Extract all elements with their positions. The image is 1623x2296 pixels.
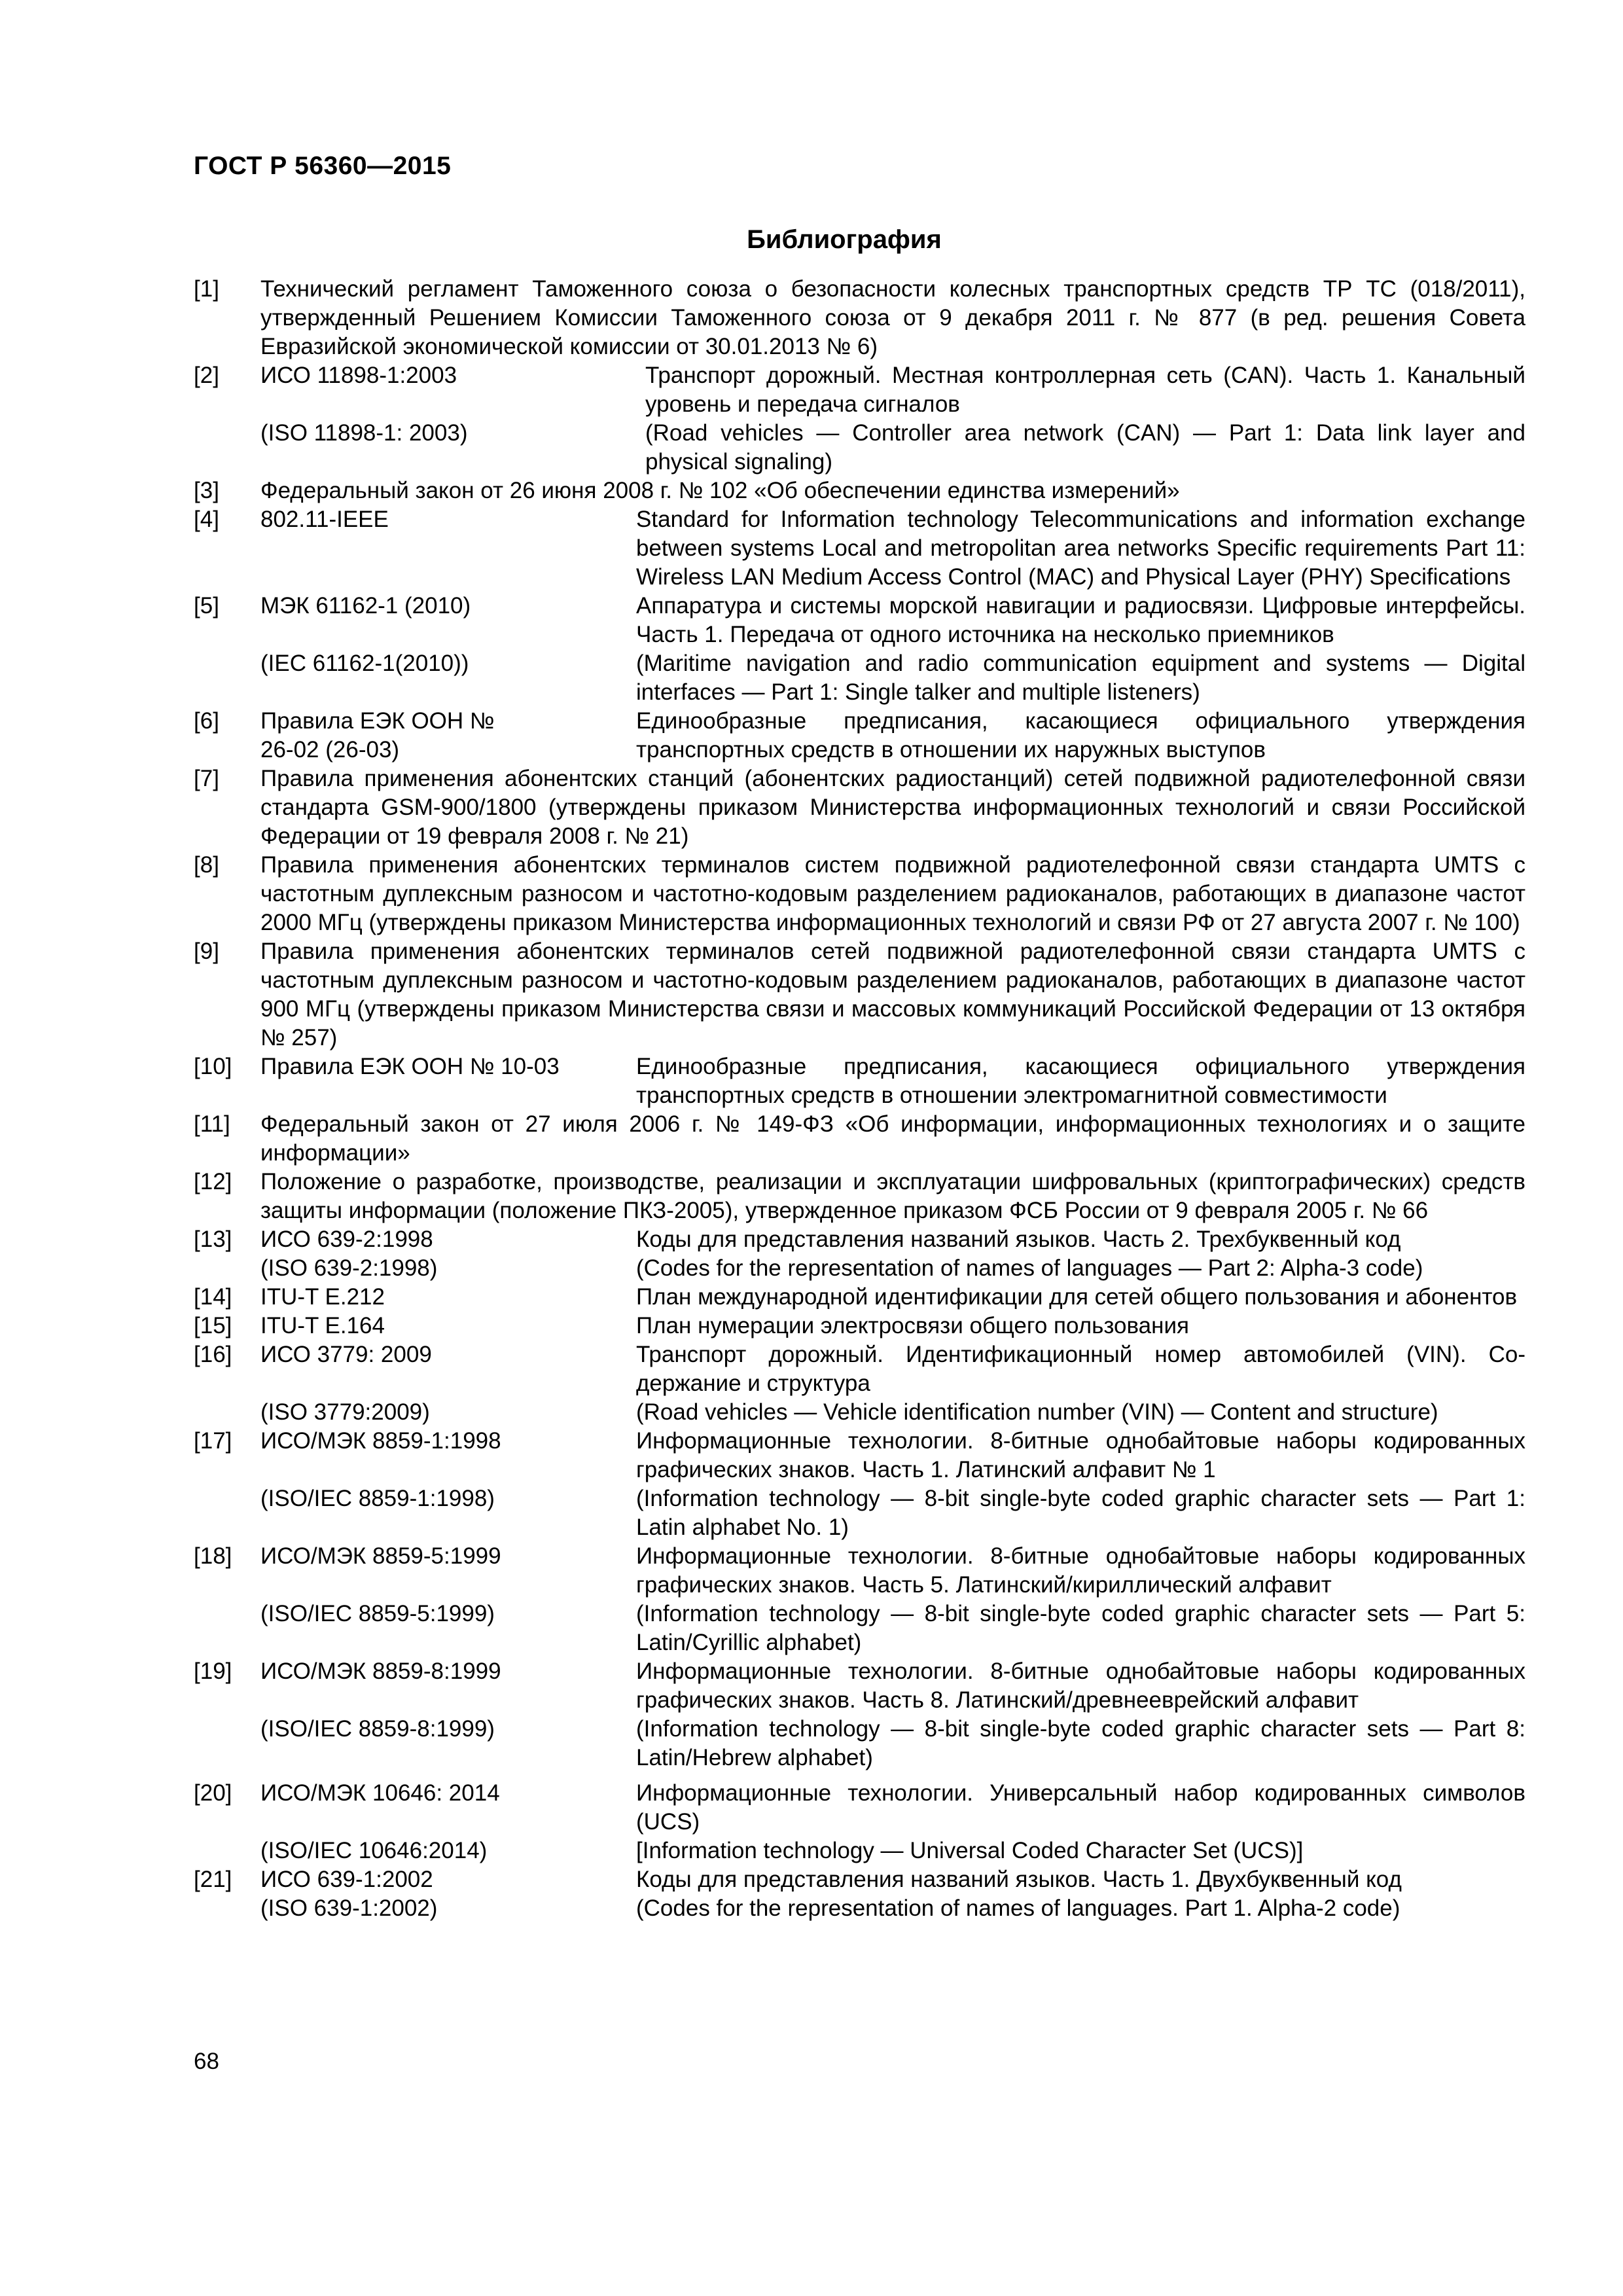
entry-description: (Codes for the representation of names of languages. Part 1. Alpha-2 code) [636, 1895, 1400, 1921]
entry-row [260, 1542, 1525, 1600]
entry-number: [19] [194, 1659, 232, 1684]
entry-number: [13] [194, 1227, 232, 1252]
entry-description: Единообразные предписания, касающиеся официального утверждения транспортных средств в отношении их наружных выступов [636, 708, 1525, 762]
entry-number: [18] [194, 1543, 232, 1569]
entry-row [260, 1894, 1525, 1923]
entry-row [260, 1052, 1525, 1110]
entry-code: МЭК 61162-1 (2010) [260, 593, 471, 619]
entry-code: ИСО 639-1:2002 [260, 1867, 433, 1892]
entry-code: 802.11-IEEE [260, 507, 389, 532]
bibliography-entry-18 [194, 1542, 1525, 1657]
entry-code: (ISO/IEC 8859-1:1998) [260, 1486, 495, 1511]
entry-code: ИСО/МЭК 10646: 2014 [260, 1780, 500, 1806]
entry-code: ITU-T E.212 [260, 1284, 385, 1310]
entry-code: Правила ЕЭК ООН № 26-02 (26-03) [260, 708, 495, 762]
entry-row [260, 361, 1525, 419]
page-number: 68 [194, 2049, 219, 2074]
entry-code: (ISO 11898-1: 2003) [260, 420, 468, 446]
entry-description: Единообразные предписания, касающиеся официального утверждения транспортных средств в отношении электромагнитной совместимости [636, 1054, 1525, 1108]
entry-number: [5] [194, 593, 219, 619]
entry-text: Федеральный закон от 27 июля 2006 г. № 149-ФЗ «Об информации, информационных технологиях и о защите информации» [260, 1111, 1525, 1166]
bibliography-entry-19 [194, 1657, 1525, 1772]
entry-code: ИСО 639-2:1998 [260, 1227, 433, 1252]
bibliography-entry-13 [194, 1225, 1525, 1283]
bibliography-entry-6 [194, 707, 1525, 764]
entry-code: ITU-T E.164 [260, 1313, 385, 1338]
entry-number: [2] [194, 363, 219, 388]
entry-number: [17] [194, 1428, 232, 1454]
entry-code: ИСО/МЭК 8859-8:1999 [260, 1659, 501, 1684]
entry-description: Коды для представления названий языков. Часть 2. Трехбуквенный код [636, 1227, 1401, 1252]
entry-row [260, 707, 1525, 764]
entry-code: (ISO/IEC 8859-8:1999) [260, 1716, 495, 1742]
entry-description: План нумерации электросвязи общего пользования [636, 1313, 1189, 1338]
entry-row [260, 1715, 1525, 1772]
entry-description: Информационные технологии. 8-битные однобайтовые наборы кодированных графических знаков. Часть 5. Латинский/кириллический алфавит [636, 1543, 1525, 1598]
entry-row [260, 1427, 1525, 1484]
entry-description: Информационные технологии. 8-битные однобайтовые наборы кодированных графических знаков. Часть 8. Латинский/древнееврейский алфавит [636, 1659, 1525, 1713]
entry-description: Информационные технологии. 8-битные однобайтовые наборы кодированных графических знаков. Часть 1. Латинский алфавит № 1 [636, 1428, 1525, 1482]
entry-number: [21] [194, 1867, 232, 1892]
entry-description: (Road vehicles — Vehicle identification number (VIN) — Content and structure) [636, 1399, 1438, 1425]
bibliography-entry-10 [194, 1052, 1525, 1110]
entry-number: [15] [194, 1313, 232, 1338]
entry-code: (ISO/IEC 8859-5:1999) [260, 1601, 495, 1626]
entry-row [260, 1283, 1525, 1312]
document-code-header: ГОСТ Р 56360—2015 [194, 152, 452, 180]
entry-text: Федеральный закон от 26 июня 2008 г. № 102 «Об обеспечении единства измерений» [260, 478, 1180, 503]
entry-row [260, 419, 1525, 476]
bibliography-entry-21 [194, 1865, 1525, 1923]
entry-description: Коды для представления названий языков. Часть 1. Двухбуквенный код [636, 1867, 1402, 1892]
entry-row [260, 1340, 1525, 1398]
bibliography-entry-7 [194, 764, 1525, 851]
entry-row [260, 1484, 1525, 1542]
entry-code: (ISO/IEC 10646:2014) [260, 1838, 488, 1863]
entry-description: (Information technology — 8-bit single-byte coded graphic character sets — Part 1: Latin alphabet No. 1) [636, 1486, 1525, 1540]
entry-code: ИСО/МЭК 8859-5:1999 [260, 1543, 501, 1569]
entry-number: [12] [194, 1169, 232, 1194]
entry-code: (ISO 639-2:1998) [260, 1255, 438, 1281]
entry-number: [4] [194, 507, 219, 532]
entry-row [260, 649, 1525, 707]
entry-row [260, 1865, 1525, 1894]
entry-code: ИСО 3779: 2009 [260, 1342, 432, 1367]
bibliography-entry-12 [194, 1168, 1525, 1225]
entry-description: (Information technology — 8-bit single-byte coded graphic character sets — Part 8: Latin/Hebrew alphabet) [636, 1716, 1525, 1770]
entry-code: (ISO 3779:2009) [260, 1399, 430, 1425]
page-title: Библиография [747, 225, 942, 254]
bibliography-entry-8 [194, 851, 1525, 937]
entry-code: Правила ЕЭК ООН № 10-03 [260, 1054, 560, 1079]
entry-number: [11] [194, 1111, 230, 1137]
entry-text: Правила применения абонентских терминалов сетей подвижной радиотелефонной связи стандарта UMTS с частотным дуплексным разносом и частотно-кодовым разделением радиоканалов, работающих в диапазоне частот 900 МГц (утверждены приказом Министерства связи и массовых коммуникаций Российской Федерации от 13 октября № 257) [260, 939, 1525, 1050]
entry-description: Транспорт дорожный. Местная контроллерная сеть (CAN). Часть 1. Канальный уровень и передача сигналов [645, 363, 1525, 417]
entry-row [260, 1837, 1525, 1865]
entry-number: [3] [194, 478, 219, 503]
entry-code: (IEC 61162-1(2010)) [260, 651, 469, 676]
entry-number: [6] [194, 708, 219, 734]
entry-description: (Maritime navigation and radio communication equipment and systems — Digital interfaces — Part 1: Single talker and multiple listeners) [636, 651, 1525, 705]
entry-row [260, 1657, 1525, 1715]
entry-description: План международной идентификации для сетей общего пользования и абонентов [636, 1284, 1518, 1310]
bibliography-entry-5 [194, 592, 1525, 707]
entry-description: Standard for Information technology Telecommunications and information exchange between systems Local and metropolitan area networks Specific requirements Part 11: Wireless LAN Medium Access Control (MAC) and Physical Layer (PHY) Specifications [636, 507, 1525, 590]
bibliography-entry-9 [194, 937, 1525, 1052]
entry-description: (Information technology — 8-bit single-byte coded graphic character sets — Part 5: Latin/Cyrillic alphabet) [636, 1601, 1525, 1655]
bibliography-entry-14 [194, 1283, 1525, 1312]
bibliography-entry-3 [194, 476, 1525, 505]
bibliography-entry-11 [194, 1110, 1525, 1168]
entry-text: Правила применения абонентских станций (абонентских радиостанций) сетей подвижной радиотелефонной связи стандарта GSM-900/1800 (утверждены приказом Министерства информационных технологий и связи Российской Федерации от 19 февраля 2008 г. № 21) [260, 766, 1525, 849]
entry-description: [Information technology — Universal Coded Character Set (UCS)] [636, 1838, 1304, 1863]
bibliography-entry-16 [194, 1340, 1525, 1427]
entry-row [260, 1600, 1525, 1657]
entry-description: Аппаратура и системы морской навигации и радиосвязи. Цифровые интерфейсы. Часть 1. Передача от одного источника на несколько приемников [636, 593, 1525, 647]
entry-row [260, 1312, 1525, 1340]
entry-number: [20] [194, 1780, 232, 1806]
entry-description: (Road vehicles — Controller area network (CAN) — Part 1: Data link layer and physical signaling) [645, 420, 1525, 475]
entry-number: [10] [194, 1054, 232, 1079]
bibliography-entry-1 [194, 275, 1525, 361]
bibliography-list [194, 275, 1525, 1923]
entry-number: [16] [194, 1342, 232, 1367]
entry-number: [9] [194, 939, 219, 964]
entry-description: Информационные технологии. Универсальный набор кодированных символов (UCS) [636, 1780, 1525, 1835]
entry-text: Положение о разработке, производстве, реализации и эксплуатации шифровальных (криптографических) средств защиты информации (положение ПКЗ-2005), утвержденное приказом ФСБ России от 9 февраля 2005 г. № 66 [260, 1169, 1525, 1223]
entry-description: (Codes for the representation of names of languages — Part 2: Alpha-3 code) [636, 1255, 1423, 1281]
entry-description: Транспорт дорожный. Идентификационный номер автомобилей (VIN). Содержание и структура [636, 1342, 1525, 1396]
entry-number: [8] [194, 852, 219, 878]
entry-number: [1] [194, 276, 219, 302]
bibliography-entry-17 [194, 1427, 1525, 1542]
entry-row [260, 1225, 1525, 1254]
entry-row [260, 1779, 1525, 1837]
bibliography-entry-2 [194, 361, 1525, 476]
entry-code: ИСО 11898-1:2003 [260, 363, 457, 388]
entry-code: ИСО/МЭК 8859-1:1998 [260, 1428, 501, 1454]
bibliography-entry-15 [194, 1312, 1525, 1340]
bibliography-entry-4 [194, 505, 1525, 592]
entry-row [260, 505, 1525, 592]
entry-code: (ISO 639-1:2002) [260, 1895, 438, 1921]
entry-row [260, 592, 1525, 649]
entry-text: Технический регламент Таможенного союза о безопасности колесных транспортных средств ТР ТС (018/2011), утвержденный Решением Комиссии Таможенного союза от 9 декабря 2011 г. № 877 (в ред. решения Совета Евразийской экономической комиссии от 30.01.2013 № 6) [260, 276, 1525, 359]
entry-row [260, 1254, 1525, 1283]
entry-text: Правила применения абонентских терминалов систем подвижной радиотелефонной связи стандарта UMTS с частотным дуплексным разносом и частотно-кодовым разделением радиоканалов, работающих в диапазоне частот 2000 МГц (утверждены приказом Министерства информационных технологий и связи РФ от 27 августа 2007 г. № 100) [260, 852, 1525, 935]
entry-row [260, 1398, 1525, 1427]
bibliography-entry-20 [194, 1779, 1525, 1865]
entry-number: [14] [194, 1284, 232, 1310]
entry-number: [7] [194, 766, 219, 791]
